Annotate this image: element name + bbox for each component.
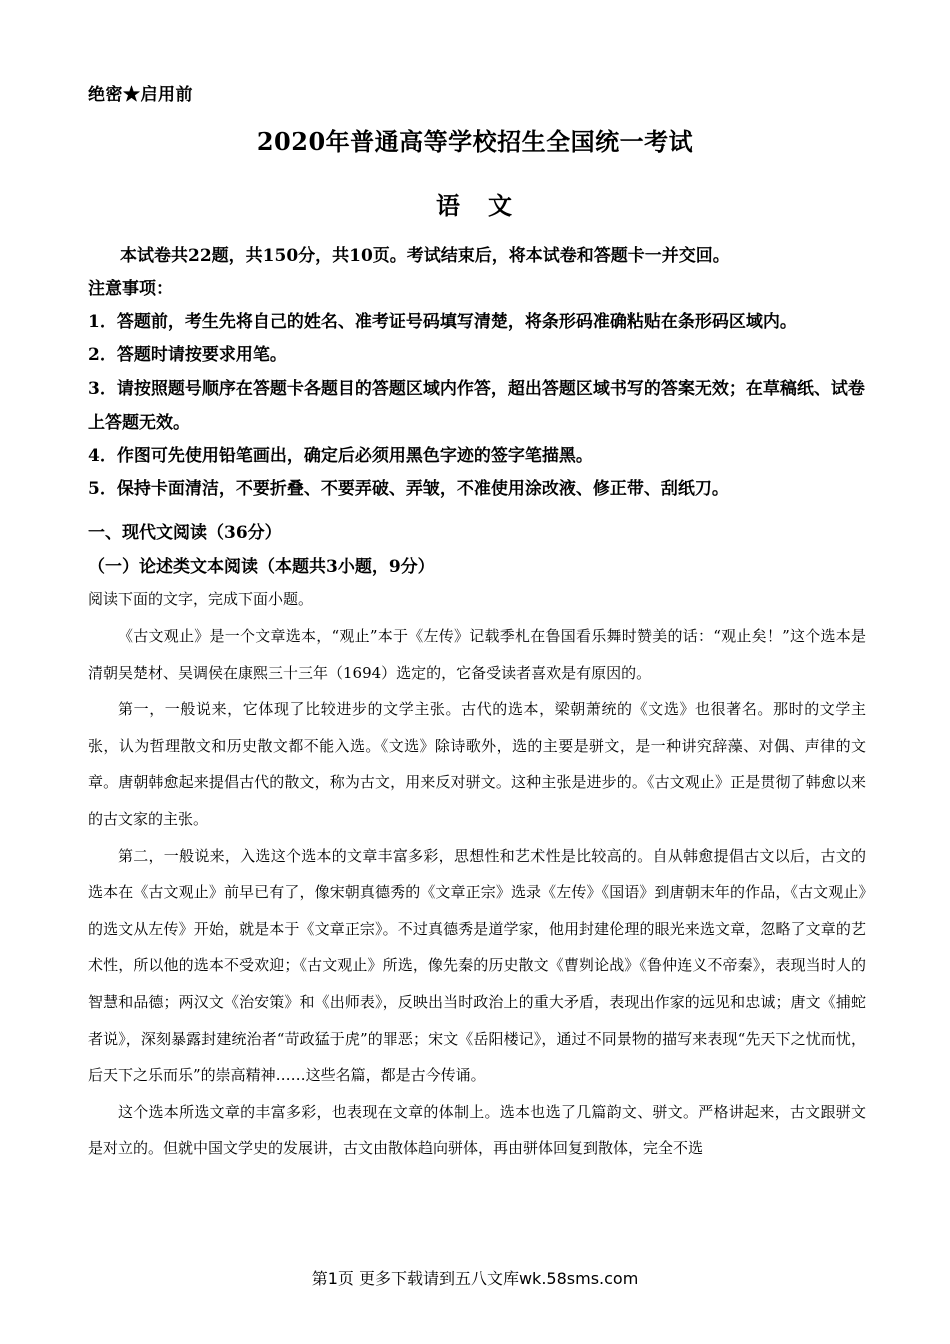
notice-item: 5．保持卡面清洁，不要折叠、不要弄破、弄皱，不准使用涂改液、修正带、刮纸刀。 <box>88 479 729 499</box>
notice-item: 2．答题时请按要求用笔。 <box>88 345 287 365</box>
passage-paragraph: 第二，一般说来，入选这个选本的文章丰富多彩，思想性和艺术性是比较高的。自从韩愈提倡古文以后，古文的选本在《古文观止》前早已有了，像宋朝真德秀的《文章正宗》选录《左传》《国语》到唐朝末年的作品，《古文观止》的选文从左传》开始，就是本于《文章正宗》。不过真德秀是道学家，他用封建伦理的眼光来选文章，忽略了文章的艺术性，所以他的选本不受欢迎；《古文观止》所选，像先秦的历史散文《曹刿论战》《鲁仲连义不帝秦》，表现当时人的智慧和品德；两汉文《治安策》和《出师表》，反映出当时政治上的重大矛盾，表现出作家的远见和忠诚；唐文《捕蛇者说》，深刻暴露封建统治者“苛政猛于虎”的罪恶；宋文《岳阳楼记》，通过不同景物的描写来表现“先天下之忧而忧，后天下之乐而乐”的崇高精神……这些名篇，都是古今传诵。 <box>88 846 866 1085</box>
reading-instruction: 阅读下面的文字，完成下面小题。 <box>88 590 314 608</box>
page-footer: 第1页 更多下载请到五八文库wk.58sms.com <box>311 1269 639 1288</box>
notice-item: 1．答题前，考生先将自己的姓名、准考证号码填写清楚，将条形码准确粘贴在条形码区域内。 <box>88 312 797 332</box>
exam-notice <box>88 240 878 506</box>
passage-paragraph: 第一，一般说来，它体现了比较进步的文学主张。古代的选本，梁朝萧统的《文选》也很著名。那时的文学主张，认为哲理散文和历史散文都不能入选。《文选》除诗歌外，选的主要是骈文，是一种讲究辞藻、对偶、声律的文章。唐朝韩愈起来提倡古代的散文，称为古文，用来反对骈文。这种主张是进步的。《古文观止》正是贯彻了韩愈以来的古文家的主张。 <box>88 700 866 828</box>
passage-paragraph: 《古文观止》是一个文章选本，“观止”本于《左传》记载季札在鲁国看乐舞时赞美的话：“观止矣！”这个选本是清朝吴楚材、吴调侯在康熙三十三年（1694）选定的，它备受读者喜欢是有原因的。 <box>88 627 866 682</box>
subsection-heading: （一）论述类文本阅读（本题共3小题，9分） <box>88 557 435 577</box>
reading-passage <box>88 618 866 1167</box>
exam-title: 2020年普通高等学校招生全国统一考试 <box>256 127 694 156</box>
section-heading: 一、现代文阅读（36分） <box>88 523 282 543</box>
notice-item: 4．作图可先使用铅笔画出，确定后必须用黑色字迹的签字笔描黑。 <box>88 446 593 466</box>
passage-paragraph: 这个选本所选文章的丰富多彩，也表现在文章的体制上。选本也选了几篇韵文、骈文。严格讲起来，古文跟骈文是对立的。但就中国文学史的发展讲，古文由散体趋向骈体，再由骈体回复到散体，完全不选 <box>88 1102 866 1158</box>
notice-intro: 本试卷共22题，共150分，共10页。考试结束后，将本试卷和答题卡一并交回。 <box>120 246 730 266</box>
notice-heading: 注意事项： <box>88 279 173 299</box>
subject-title: 语 文 <box>436 191 514 220</box>
secret-mark: 绝密★启用前 <box>88 85 193 105</box>
notice-item: 3．请按照题号顺序在答题卡各题目的答题区域内作答，超出答题区域书写的答案无效；在草稿纸、试卷上答题无效。 <box>88 379 865 433</box>
